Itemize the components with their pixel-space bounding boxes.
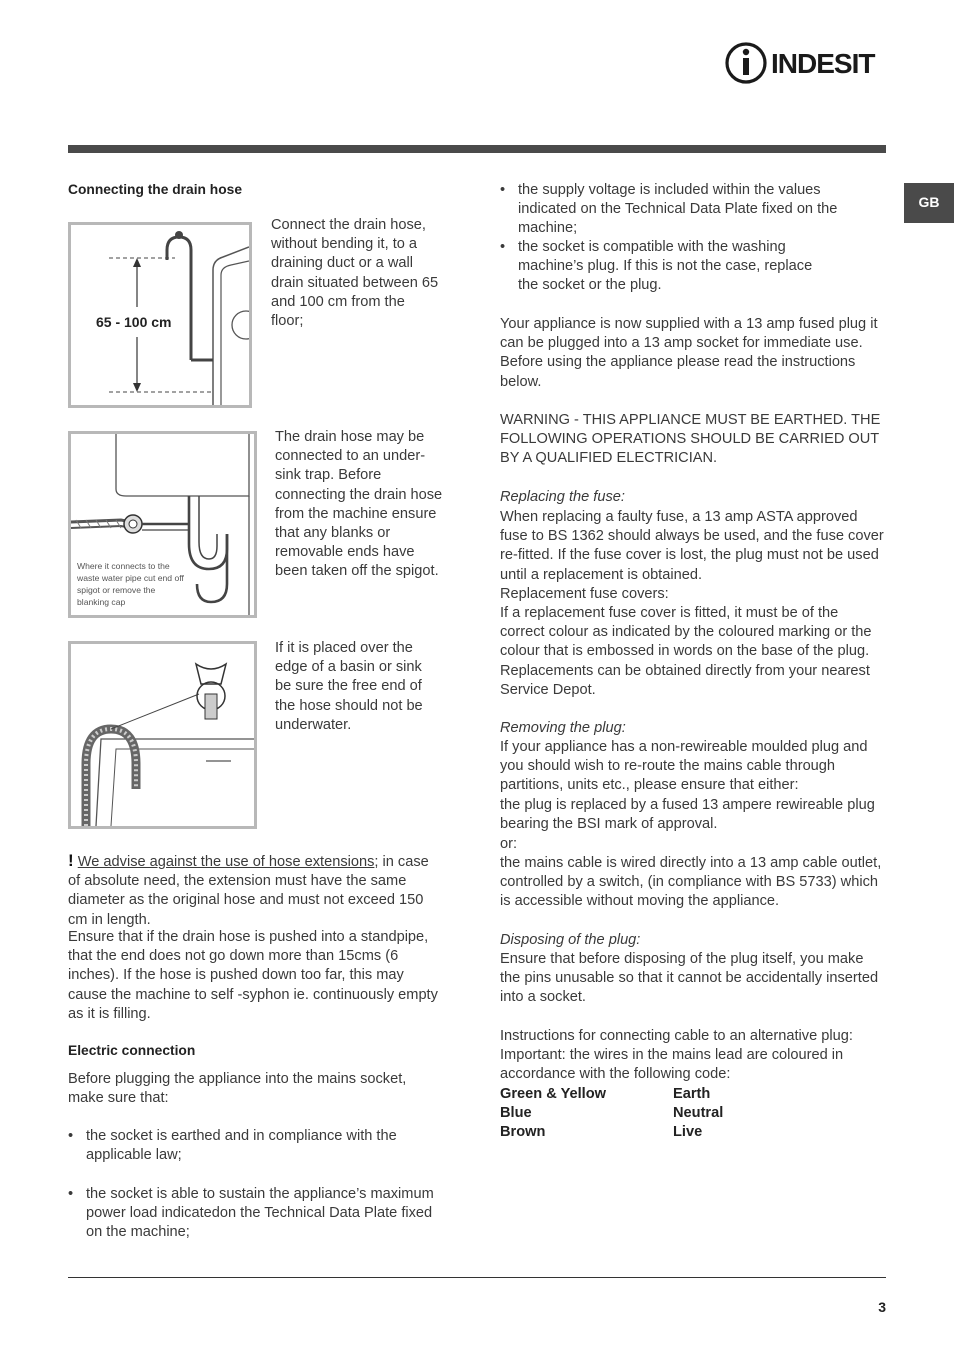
replacing-fuse-title: Replacing the fuse: [500, 489, 625, 505]
basin-edge-figure [68, 641, 257, 829]
bullet-item-voltage: • the supply voltage is included within the values indicated on the Technical Data Plate fixed on the machine; [500, 182, 838, 237]
bullet-item-power-load: • the socket is able to sustain the appliance’s maximum power load indicatedon the Technical Data Plate fixed on the machine; [68, 1186, 434, 1241]
removing-plug-title: Removing the plug: [500, 720, 626, 736]
bullet-item-earthed: • the socket is earthed and in compliance with the applicable law; [68, 1128, 397, 1164]
dimension-label: 65 - 100 cm [96, 314, 172, 330]
earthing-warning: WARNING - THIS APPLIANCE MUST BE EARTHED. THE FOLLOWING OPERATIONS SHOULD BE CARRIED OUT BY A QUALIFIED ELECTRICIAN. [500, 412, 881, 467]
header-rule [68, 145, 886, 153]
bullet-item-socket-compatible: • the socket is compatible with the washing machine’s plug. If this is not the case, replace the socket or the plug. [500, 239, 813, 294]
or-text: or: [500, 836, 518, 852]
electric-intro: Before plugging the appliance into the mains socket, make sure that: [68, 1071, 407, 1107]
disposing-plug-title: Disposing of the plug: [500, 932, 641, 948]
fuse-covers-text: If a replacement fuse cover is fitted, it must be of the correct colour as indicated by the coloured marking or the colour that is embossed in words on the base of the plug. Replacements can be obtained directly from your nearest Service Depot. [500, 605, 872, 698]
cable-outlet-text: the mains cable is wired directly into a 13 amp cable outlet, controlled by a switch, (in compliance with BS 5733) which is accessible without moving the appliance. [500, 855, 882, 910]
rewireable-plug-text: the plug is replaced by a fused 13 ampere rewireable plug bearing the BSI mark of approval. [500, 797, 875, 833]
wire-colour-code-table [500, 1085, 723, 1143]
footer-rule [68, 1277, 886, 1278]
disposing-plug-text: Ensure that before disposing of the plug itself, you make the pins unusable so that it cannot be accidentally inserted into a socket. [500, 951, 879, 1006]
under-sink-trap-figure [68, 431, 257, 618]
svg-text:INDESIT: INDESIT [771, 48, 875, 79]
page-number: 3 [878, 1299, 886, 1315]
hose-extension-warning [68, 851, 438, 930]
fuse-covers-title: Replacement fuse covers: [500, 586, 669, 602]
drain-height-figure [68, 222, 252, 408]
indesit-logo [724, 40, 888, 86]
basin-text: If it is placed over the edge of a basin or sink be sure the free end of the hose should not be underwater. [275, 640, 423, 733]
table-row: Brown Live [500, 1124, 703, 1141]
alternative-plug-text: Instructions for connecting cable to an alternative plug: Important: the wires in the mains lead are coloured in accordance with the following code: [500, 1028, 853, 1083]
language-tab: GB [904, 183, 954, 223]
replacing-fuse-text: When replacing a faulty fuse, a 13 amp ASTA approved fuse to BS 1362 should always be used, and the fuse cover re-fitted. If the fuse cover is lost, the plug must not be used until a replacement is obtained. [500, 509, 884, 583]
electric-connection-heading: Electric connection [68, 1043, 196, 1058]
warning-underlined: We advise against the use of hose extensions [77, 854, 375, 870]
table-row: Green & Yellow Earth [500, 1086, 711, 1102]
table-row: Blue Neutral [500, 1105, 724, 1122]
under-sink-text: The drain hose may be connected to an under-sink trap. Before connecting the drain hose from the machine ensure that any blanks or removable ends have been taken off the spigot. [275, 429, 443, 580]
warning-rest: ; in case of absolute need, the extension must have the same diameter as the original hose and must not exceed 150 cm in length. [68, 854, 429, 928]
warning-mark: ! [68, 851, 74, 870]
standpipe-text: Ensure that if the drain hose is pushed into a standpipe, that the end does not go down more than 15cms (6 inches). If the hose is pushed down too far, this may cause the machine to self -syphon ie. continuously empty as it is filling. [68, 929, 438, 1022]
drain-connect-text: Connect the drain hose, without bending it, to a draining duct or a wall drain situated between 65 and 100 cm from the floor; [271, 217, 439, 330]
trap-caption: Where it connects to the waste water pipe cut end off spigot or remove the blanking cap [77, 561, 184, 607]
fused-plug-text: Your appliance is now supplied with a 13 amp fused plug it can be plugged into a 13 amp socket for immediate use. Before using the appliance please read the instructions below. [500, 316, 878, 390]
drain-hose-heading: Connecting the drain hose [68, 182, 243, 197]
removing-plug-text: If your appliance has a non-rewireable moulded plug and you should wish to re-route the mains cable through partitions, units etc., please ensure that either: [500, 739, 868, 794]
